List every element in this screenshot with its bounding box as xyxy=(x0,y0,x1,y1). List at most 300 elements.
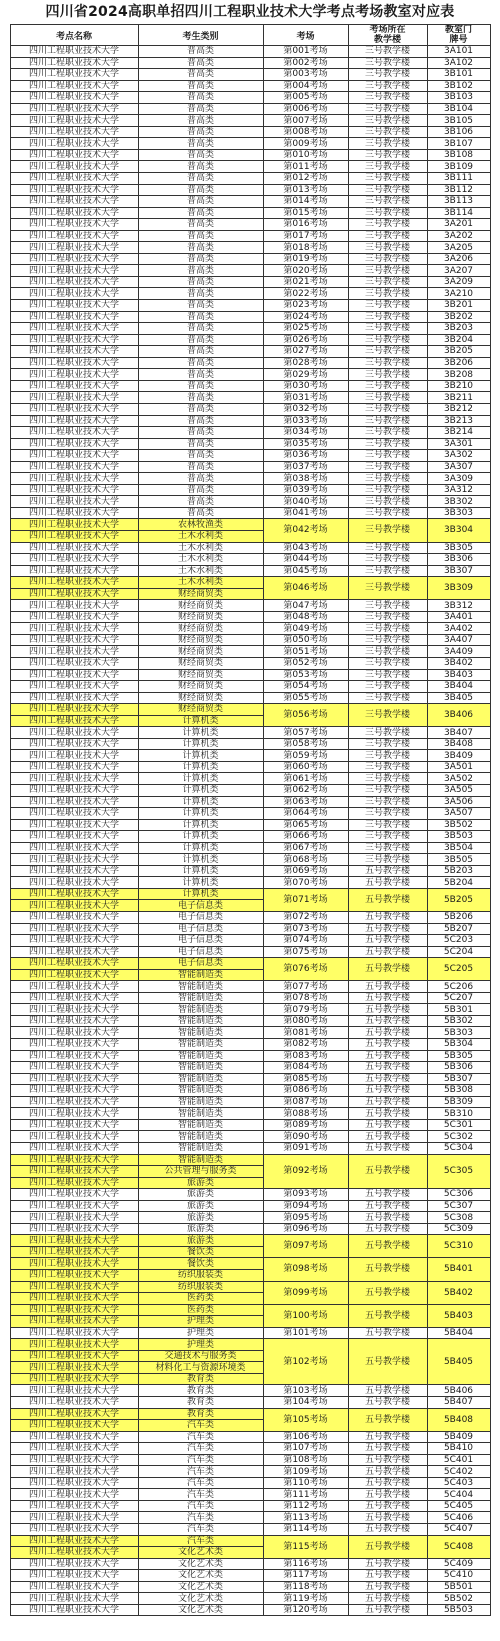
room-cell: 第053考场 xyxy=(263,669,348,681)
category-cell: 护理类 xyxy=(138,1316,263,1328)
table-row xyxy=(10,1039,490,1051)
header-room: 考场 xyxy=(263,25,348,46)
table-row xyxy=(10,1524,490,1536)
building-cell: 三号教学楼 xyxy=(348,611,427,623)
room-cell: 第087考场 xyxy=(263,1096,348,1108)
classroom-cell: 3B111 xyxy=(427,173,490,185)
table-row xyxy=(10,865,490,877)
site-cell: 四川工程职业技术大学 xyxy=(10,288,138,300)
site-cell: 四川工程职业技术大学 xyxy=(10,623,138,635)
category-cell: 财经商贸类 xyxy=(138,600,263,612)
classroom-cell: 5B410 xyxy=(427,1443,490,1455)
table-row xyxy=(10,173,490,185)
site-cell: 四川工程职业技术大学 xyxy=(10,634,138,646)
classroom-cell: 5B307 xyxy=(427,1073,490,1085)
table-row xyxy=(10,1500,490,1512)
site-cell: 四川工程职业技术大学 xyxy=(10,1327,138,1339)
building-cell: 五号教学楼 xyxy=(348,935,427,947)
building-cell: 五号教学楼 xyxy=(348,1570,427,1582)
table-row xyxy=(10,1581,490,1593)
classroom-cell: 5C204 xyxy=(427,946,490,958)
category-cell: 普高类 xyxy=(138,253,263,265)
table-row xyxy=(10,657,490,669)
site-cell: 四川工程职业技术大学 xyxy=(10,842,138,854)
classroom-cell: 3B502 xyxy=(427,819,490,831)
category-cell: 普高类 xyxy=(138,403,263,415)
classroom-cell: 5B405 xyxy=(427,1339,490,1385)
building-cell: 三号教学楼 xyxy=(348,600,427,612)
table-row xyxy=(10,796,490,808)
room-cell: 第018考场 xyxy=(263,242,348,254)
category-cell: 普高类 xyxy=(138,276,263,288)
building-cell: 五号教学楼 xyxy=(348,1500,427,1512)
building-cell: 三号教学楼 xyxy=(348,634,427,646)
room-cell: 第065考场 xyxy=(263,819,348,831)
building-cell: 五号教学楼 xyxy=(348,1454,427,1466)
building-cell: 五号教学楼 xyxy=(348,888,427,911)
room-cell: 第117考场 xyxy=(263,1570,348,1582)
room-cell: 第101考场 xyxy=(263,1327,348,1339)
category-cell: 旅游类 xyxy=(138,1212,263,1224)
site-cell: 四川工程职业技术大学 xyxy=(10,611,138,623)
site-cell: 四川工程职业技术大学 xyxy=(10,785,138,797)
classroom-cell: 3A102 xyxy=(427,57,490,69)
building-cell: 五号教学楼 xyxy=(348,1108,427,1120)
classroom-cell: 3A302 xyxy=(427,450,490,462)
site-cell: 四川工程职业技术大学 xyxy=(10,1466,138,1478)
building-cell: 五号教学楼 xyxy=(348,1489,427,1501)
category-cell: 教育类 xyxy=(138,1373,263,1385)
category-cell: 汽车类 xyxy=(138,1477,263,1489)
site-cell: 四川工程职业技术大学 xyxy=(10,1015,138,1027)
site-cell: 四川工程职业技术大学 xyxy=(10,1004,138,1016)
category-cell: 智能制造类 xyxy=(138,1119,263,1131)
building-cell: 五号教学楼 xyxy=(348,1096,427,1108)
room-cell: 第017考场 xyxy=(263,230,348,242)
table-row xyxy=(10,542,490,554)
table-row xyxy=(10,57,490,69)
table-row xyxy=(10,403,490,415)
building-cell: 三号教学楼 xyxy=(348,403,427,415)
site-cell: 四川工程职业技术大学 xyxy=(10,115,138,127)
classroom-cell: 3B106 xyxy=(427,126,490,138)
site-cell: 四川工程职业技术大学 xyxy=(10,1293,138,1305)
table-row xyxy=(10,912,490,924)
category-cell: 护理类 xyxy=(138,1327,263,1339)
room-cell: 第050考场 xyxy=(263,634,348,646)
site-cell: 四川工程职业技术大学 xyxy=(10,1396,138,1408)
site-cell: 四川工程职业技术大学 xyxy=(10,184,138,196)
site-cell: 四川工程职业技术大学 xyxy=(10,300,138,312)
category-cell: 教育类 xyxy=(138,1385,263,1397)
classroom-cell: 5B301 xyxy=(427,1004,490,1016)
building-cell: 三号教学楼 xyxy=(348,692,427,704)
category-cell: 普高类 xyxy=(138,149,263,161)
building-cell: 五号教学楼 xyxy=(348,1593,427,1605)
building-cell: 三号教学楼 xyxy=(348,704,427,727)
table-row xyxy=(10,854,490,866)
building-cell: 三号教学楼 xyxy=(348,819,427,831)
category-cell: 智能制造类 xyxy=(138,969,263,981)
site-cell: 四川工程职业技术大学 xyxy=(10,958,138,970)
site-cell: 四川工程职业技术大学 xyxy=(10,369,138,381)
table-row xyxy=(10,92,490,104)
category-cell: 普高类 xyxy=(138,184,263,196)
room-cell: 第116考场 xyxy=(263,1558,348,1570)
category-cell: 普高类 xyxy=(138,207,263,219)
category-cell: 普高类 xyxy=(138,196,263,208)
site-cell: 四川工程职业技术大学 xyxy=(10,1269,138,1281)
category-cell: 电子信息类 xyxy=(138,935,263,947)
table-row xyxy=(10,115,490,127)
classroom-cell: 3B206 xyxy=(427,357,490,369)
category-cell: 普高类 xyxy=(138,415,263,427)
building-cell: 三号教学楼 xyxy=(348,623,427,635)
classroom-cell: 3B309 xyxy=(427,577,490,600)
table-row xyxy=(10,554,490,566)
category-cell: 普高类 xyxy=(138,103,263,115)
site-cell: 四川工程职业技术大学 xyxy=(10,242,138,254)
table-body xyxy=(10,46,490,1616)
building-cell: 三号教学楼 xyxy=(348,103,427,115)
room-cell: 第060考场 xyxy=(263,761,348,773)
classroom-cell: 3A209 xyxy=(427,276,490,288)
classroom-cell: 5C406 xyxy=(427,1512,490,1524)
category-cell: 智能制造类 xyxy=(138,1039,263,1051)
category-cell: 旅游类 xyxy=(138,1200,263,1212)
room-cell: 第034考场 xyxy=(263,427,348,439)
room-cell: 第094考场 xyxy=(263,1200,348,1212)
classroom-cell: 3B202 xyxy=(427,311,490,323)
site-cell: 四川工程职业技术大学 xyxy=(10,1085,138,1097)
site-cell: 四川工程职业技术大学 xyxy=(10,646,138,658)
category-cell: 普高类 xyxy=(138,230,263,242)
site-cell: 四川工程职业技术大学 xyxy=(10,1373,138,1385)
site-cell: 四川工程职业技术大学 xyxy=(10,323,138,335)
room-cell: 第075考场 xyxy=(263,946,348,958)
building-cell: 五号教学楼 xyxy=(348,912,427,924)
category-cell: 文化艺术类 xyxy=(138,1558,263,1570)
classroom-cell: 3A206 xyxy=(427,253,490,265)
site-cell: 四川工程职业技术大学 xyxy=(10,1039,138,1051)
classroom-cell: 3B402 xyxy=(427,657,490,669)
table-row xyxy=(10,1339,490,1351)
room-cell: 第007考场 xyxy=(263,115,348,127)
classroom-cell: 3B201 xyxy=(427,300,490,312)
building-cell: 三号教学楼 xyxy=(348,149,427,161)
table-row xyxy=(10,1223,490,1235)
room-cell: 第046考场 xyxy=(263,577,348,600)
site-cell: 四川工程职业技术大学 xyxy=(10,1027,138,1039)
building-cell: 三号教学楼 xyxy=(348,92,427,104)
category-cell: 旅游类 xyxy=(138,1189,263,1201)
table-row xyxy=(10,1281,490,1293)
classroom-cell: 3B208 xyxy=(427,369,490,381)
category-cell: 智能制造类 xyxy=(138,1142,263,1154)
room-cell: 第004考场 xyxy=(263,80,348,92)
building-cell: 五号教学楼 xyxy=(348,1015,427,1027)
table-row xyxy=(10,1131,490,1143)
site-cell: 四川工程职业技术大学 xyxy=(10,519,138,531)
category-cell: 计算机类 xyxy=(138,761,263,773)
classroom-cell: 3B213 xyxy=(427,415,490,427)
building-cell: 三号教学楼 xyxy=(348,577,427,600)
building-cell: 五号教学楼 xyxy=(348,1050,427,1062)
building-cell: 五号教学楼 xyxy=(348,946,427,958)
header-category: 考生类别 xyxy=(138,25,263,46)
site-cell: 四川工程职业技术大学 xyxy=(10,1581,138,1593)
classroom-cell: 5B407 xyxy=(427,1396,490,1408)
table-row xyxy=(10,981,490,993)
table-row xyxy=(10,761,490,773)
site-cell: 四川工程职业技术大学 xyxy=(10,265,138,277)
room-cell: 第044考场 xyxy=(263,554,348,566)
building-cell: 五号教学楼 xyxy=(348,1443,427,1455)
table-row xyxy=(10,461,490,473)
table-row xyxy=(10,1004,490,1016)
table-row xyxy=(10,831,490,843)
classroom-cell: 5B402 xyxy=(427,1281,490,1304)
category-cell: 农林牧渔类 xyxy=(138,519,263,531)
category-cell: 财经商贸类 xyxy=(138,646,263,658)
table-row xyxy=(10,1258,490,1270)
site-cell: 四川工程职业技术大学 xyxy=(10,1108,138,1120)
classroom-cell: 3B203 xyxy=(427,323,490,335)
classroom-cell: 3B210 xyxy=(427,380,490,392)
site-cell: 四川工程职业技术大学 xyxy=(10,554,138,566)
site-cell: 四川工程职业技术大学 xyxy=(10,80,138,92)
building-cell: 三号教学楼 xyxy=(348,773,427,785)
classroom-cell: 5B503 xyxy=(427,1604,490,1616)
classroom-cell: 5B408 xyxy=(427,1408,490,1431)
category-cell: 计算机类 xyxy=(138,750,263,762)
site-cell: 四川工程职业技术大学 xyxy=(10,1281,138,1293)
table-row xyxy=(10,265,490,277)
building-cell: 五号教学楼 xyxy=(348,1396,427,1408)
classroom-cell: 5C404 xyxy=(427,1489,490,1501)
table-row xyxy=(10,496,490,508)
site-cell: 四川工程职业技术大学 xyxy=(10,1304,138,1316)
room-cell: 第070考场 xyxy=(263,877,348,889)
table-row xyxy=(10,230,490,242)
table-row xyxy=(10,138,490,150)
site-cell: 四川工程职业技术大学 xyxy=(10,403,138,415)
room-cell: 第072考场 xyxy=(263,912,348,924)
site-cell: 四川工程职业技术大学 xyxy=(10,1558,138,1570)
category-cell: 普高类 xyxy=(138,92,263,104)
table-row xyxy=(10,1477,490,1489)
building-cell: 三号教学楼 xyxy=(348,196,427,208)
site-cell: 四川工程职业技术大学 xyxy=(10,276,138,288)
site-cell: 四川工程职业技术大学 xyxy=(10,877,138,889)
site-cell: 四川工程职业技术大学 xyxy=(10,392,138,404)
building-cell: 三号教学楼 xyxy=(348,57,427,69)
table-row xyxy=(10,600,490,612)
building-cell: 三号教学楼 xyxy=(348,184,427,196)
table-row xyxy=(10,1327,490,1339)
site-cell: 四川工程职业技术大学 xyxy=(10,230,138,242)
header-site: 考点名称 xyxy=(10,25,138,46)
category-cell: 智能制造类 xyxy=(138,1131,263,1143)
room-cell: 第027考场 xyxy=(263,346,348,358)
site-cell: 四川工程职业技术大学 xyxy=(10,207,138,219)
room-cell: 第030考场 xyxy=(263,380,348,392)
classroom-cell: 5C305 xyxy=(427,1154,490,1189)
building-cell: 五号教学楼 xyxy=(348,1558,427,1570)
category-cell: 土木水利类 xyxy=(138,530,263,542)
classroom-cell: 3B405 xyxy=(427,692,490,704)
category-cell: 餐饮类 xyxy=(138,1246,263,1258)
room-cell: 第015考场 xyxy=(263,207,348,219)
building-cell: 三号教学楼 xyxy=(348,427,427,439)
building-cell: 三号教学楼 xyxy=(348,796,427,808)
category-cell: 智能制造类 xyxy=(138,1004,263,1016)
category-cell: 文化艺术类 xyxy=(138,1547,263,1559)
building-cell: 五号教学楼 xyxy=(348,1581,427,1593)
building-cell: 三号教学楼 xyxy=(348,69,427,81)
room-cell: 第079考场 xyxy=(263,1004,348,1016)
table-row xyxy=(10,161,490,173)
building-cell: 五号教学楼 xyxy=(348,1027,427,1039)
classroom-cell: 3B312 xyxy=(427,600,490,612)
table-row xyxy=(10,392,490,404)
category-cell: 土木水利类 xyxy=(138,577,263,589)
classroom-cell: 3A301 xyxy=(427,438,490,450)
classroom-cell: 5B205 xyxy=(427,888,490,911)
room-cell: 第086考场 xyxy=(263,1085,348,1097)
site-cell: 四川工程职业技术大学 xyxy=(10,1235,138,1247)
classroom-cell: 3B302 xyxy=(427,496,490,508)
classroom-cell: 5B404 xyxy=(427,1327,490,1339)
category-cell: 财经商贸类 xyxy=(138,611,263,623)
room-cell: 第091考场 xyxy=(263,1142,348,1154)
classroom-cell: 5C304 xyxy=(427,1142,490,1154)
building-cell: 五号教学楼 xyxy=(348,958,427,981)
building-cell: 三号教学楼 xyxy=(348,554,427,566)
category-cell: 计算机类 xyxy=(138,796,263,808)
table-row xyxy=(10,704,490,716)
site-cell: 四川工程职业技术大学 xyxy=(10,219,138,231)
classroom-cell: 3B113 xyxy=(427,196,490,208)
site-cell: 四川工程职业技术大学 xyxy=(10,738,138,750)
table-row xyxy=(10,300,490,312)
table-row xyxy=(10,126,490,138)
classroom-cell: 3B404 xyxy=(427,681,490,693)
category-cell: 普高类 xyxy=(138,507,263,519)
category-cell: 智能制造类 xyxy=(138,1027,263,1039)
building-cell: 三号教学楼 xyxy=(348,323,427,335)
room-cell: 第009考场 xyxy=(263,138,348,150)
table-row xyxy=(10,1050,490,1062)
building-cell: 三号教学楼 xyxy=(348,80,427,92)
site-cell: 四川工程职业技术大学 xyxy=(10,1408,138,1420)
table-row xyxy=(10,1119,490,1131)
site-cell: 四川工程职业技术大学 xyxy=(10,69,138,81)
building-cell: 五号教学楼 xyxy=(348,1200,427,1212)
classroom-cell: 3B505 xyxy=(427,854,490,866)
site-cell: 四川工程职业技术大学 xyxy=(10,1119,138,1131)
site-cell: 四川工程职业技术大学 xyxy=(10,1385,138,1397)
room-cell: 第108考场 xyxy=(263,1454,348,1466)
table-row xyxy=(10,242,490,254)
table-row xyxy=(10,623,490,635)
category-cell: 智能制造类 xyxy=(138,1062,263,1074)
building-cell: 五号教学楼 xyxy=(348,1189,427,1201)
room-cell: 第031考场 xyxy=(263,392,348,404)
category-cell: 普高类 xyxy=(138,138,263,150)
site-cell: 四川工程职业技术大学 xyxy=(10,138,138,150)
building-cell: 五号教学楼 xyxy=(348,1604,427,1616)
category-cell: 财经商贸类 xyxy=(138,657,263,669)
table-row xyxy=(10,773,490,785)
category-cell: 教育类 xyxy=(138,1396,263,1408)
header-classroom: 教室门 牌号 xyxy=(427,25,490,46)
category-cell: 普高类 xyxy=(138,438,263,450)
room-cell: 第120考场 xyxy=(263,1604,348,1616)
classroom-cell: 5C206 xyxy=(427,981,490,993)
site-cell: 四川工程职业技术大学 xyxy=(10,1477,138,1489)
classroom-cell: 3B403 xyxy=(427,669,490,681)
room-cell: 第092考场 xyxy=(263,1154,348,1189)
category-cell: 计算机类 xyxy=(138,773,263,785)
site-cell: 四川工程职业技术大学 xyxy=(10,46,138,58)
table-row xyxy=(10,1593,490,1605)
room-cell: 第033考场 xyxy=(263,415,348,427)
building-cell: 五号教学楼 xyxy=(348,1154,427,1189)
classroom-cell: 5B406 xyxy=(427,1385,490,1397)
site-cell: 四川工程职业技术大学 xyxy=(10,496,138,508)
building-cell: 三号教学楼 xyxy=(348,657,427,669)
building-cell: 三号教学楼 xyxy=(348,808,427,820)
category-cell: 餐饮类 xyxy=(138,1258,263,1270)
table-row xyxy=(10,1085,490,1097)
site-cell: 四川工程职业技术大学 xyxy=(10,530,138,542)
building-cell: 三号教学楼 xyxy=(348,173,427,185)
table-row xyxy=(10,565,490,577)
table-row xyxy=(10,1189,490,1201)
site-cell: 四川工程职业技术大学 xyxy=(10,357,138,369)
room-cell: 第001考场 xyxy=(263,46,348,58)
category-cell: 汽车类 xyxy=(138,1431,263,1443)
room-cell: 第052考场 xyxy=(263,657,348,669)
category-cell: 普高类 xyxy=(138,300,263,312)
classroom-cell: 3A201 xyxy=(427,219,490,231)
category-cell: 普高类 xyxy=(138,473,263,485)
room-cell: 第112考场 xyxy=(263,1500,348,1512)
classroom-cell: 5B308 xyxy=(427,1085,490,1097)
building-cell: 三号教学楼 xyxy=(348,831,427,843)
category-cell: 旅游类 xyxy=(138,1177,263,1189)
classroom-cell: 3B406 xyxy=(427,704,490,727)
classroom-cell: 3B112 xyxy=(427,184,490,196)
classroom-cell: 5B204 xyxy=(427,877,490,889)
room-cell: 第089考场 xyxy=(263,1119,348,1131)
classroom-cell: 3A409 xyxy=(427,646,490,658)
room-cell: 第081考场 xyxy=(263,1027,348,1039)
building-cell: 三号教学楼 xyxy=(348,115,427,127)
table-row xyxy=(10,1385,490,1397)
category-cell: 普高类 xyxy=(138,357,263,369)
site-cell: 四川工程职业技术大学 xyxy=(10,1524,138,1536)
category-cell: 计算机类 xyxy=(138,785,263,797)
category-cell: 智能制造类 xyxy=(138,1015,263,1027)
site-cell: 四川工程职业技术大学 xyxy=(10,473,138,485)
room-cell: 第074考场 xyxy=(263,935,348,947)
table-row xyxy=(10,808,490,820)
room-cell: 第103考场 xyxy=(263,1385,348,1397)
table-row xyxy=(10,519,490,531)
classroom-cell: 5B207 xyxy=(427,923,490,935)
